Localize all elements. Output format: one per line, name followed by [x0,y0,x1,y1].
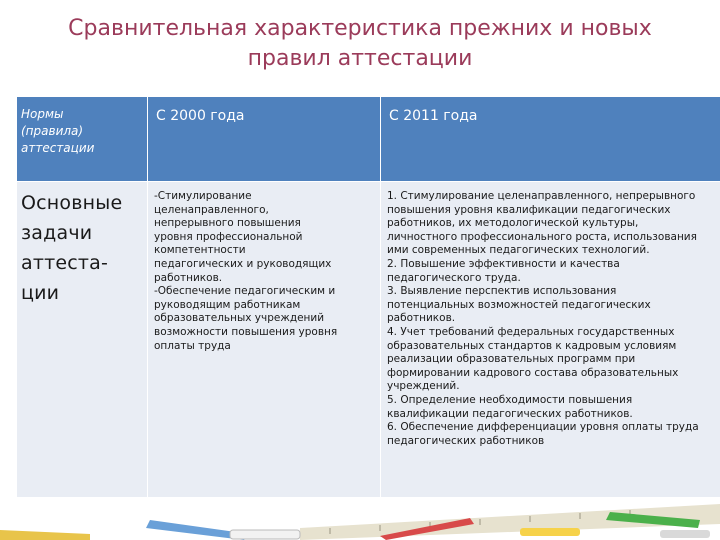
cell-2011-tasks [381,182,720,498]
cell-line: 5. Определение необходимости повышения [387,393,633,406]
cell-line: уровня профессиональной [154,230,303,243]
row-label-line: задачи [21,222,93,244]
cell-line: компетентности [154,244,246,257]
title-line-1: Сравнительная характеристика прежних и новых [68,16,652,41]
cell-line: -Обеспечение педагогическим и [154,285,336,298]
header-cell-2000: С 2000 года [148,97,381,182]
school-supplies-decoration [0,490,720,540]
cell-line: педагогических работников [387,434,545,447]
cell-line: -Стимулирование [154,190,252,202]
table-header-row [17,97,720,182]
cell-line: целенаправленного, [154,203,269,216]
title-line-2: правил аттестации [247,46,473,71]
cell-line: работников, их методологической культуры, [387,217,639,230]
cell-line: повышения уровня квалификации педагогических [387,203,671,216]
cell-line: педагогических и руководящих [154,257,332,270]
cell-line: работников. [154,271,223,284]
cell-line: 2. Повышение эффективности и качества [387,257,620,270]
row-label-line: Основные [21,192,123,214]
cell-line: непрерывного повышения [154,217,301,230]
cell-line: формировании кадрового состава образовательных [387,366,679,379]
cell-line: реализации образовательных программ при [387,353,636,366]
header-cell-norms [17,97,148,182]
cell-line: оплаты труда [154,339,231,352]
cell-line: образовательных стандартов к кадровым условиям [387,339,677,352]
cell-line: 1. Стимулирование целенаправленного, непрерывного [387,190,696,202]
cell-line: личностного профессионального роста, использования [387,230,697,243]
table-row [17,182,720,498]
header-norms-line: аттестации [21,141,95,155]
comparison-table [16,96,720,498]
row-label-line: ции [21,282,60,304]
header-norms-line: (правила) [21,124,84,138]
row-label-cell [17,182,148,498]
cell-line: образовательных учреждений [154,312,325,325]
header-norms-line: Нормы [21,107,64,121]
cell-line: потенциальных возможностей педагогических [387,298,651,311]
cell-line: 4. Учет требований федеральных государственных [387,325,675,338]
cell-line: 3. Выявление перспектив использования [387,285,617,298]
cell-line: руководящим работникам [154,298,301,311]
cell-line: квалификации педагогических работников. [387,407,633,420]
cell-line: возможности повышения уровня [154,325,338,338]
cell-line: учреждений. [387,380,460,393]
header-cell-2011: С 2011 года [381,97,720,182]
row-label-line: аттеста- [21,252,109,274]
cell-2000-tasks [148,182,381,498]
slide-title [0,14,720,74]
cell-line: 6. Обеспечение дифференциации уровня оплаты труда [387,421,699,434]
cell-line: ими современных педагогических технологий. [387,244,650,257]
cell-line: педагогического труда. [387,271,521,284]
cell-line: работников. [387,312,456,325]
